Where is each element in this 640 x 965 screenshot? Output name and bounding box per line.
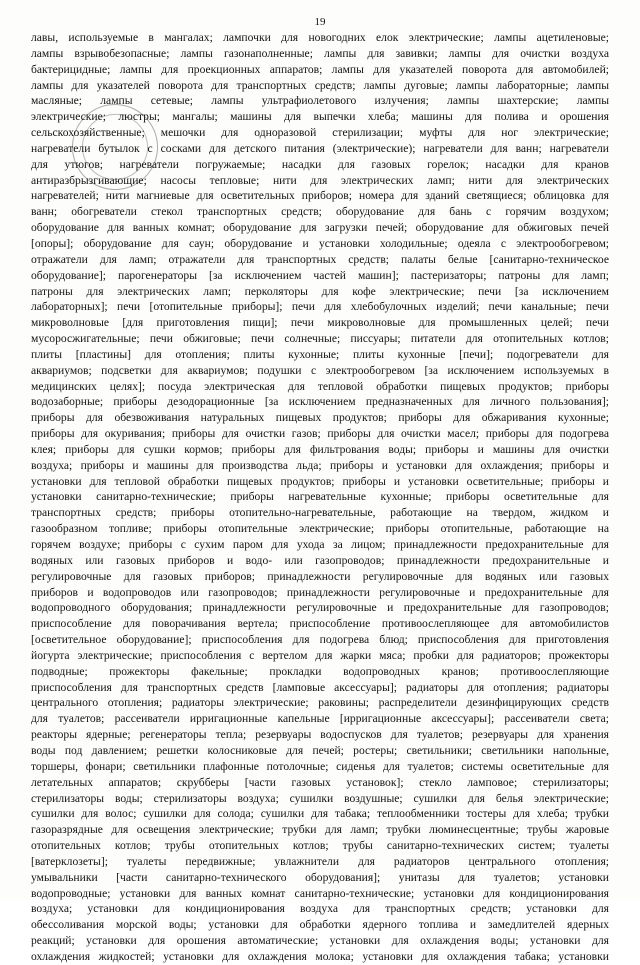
- text-line: медицинских целях]; посуда электрическая для тепловой обработки пищевых продуктов; приборы: [31, 379, 609, 393]
- body-text: [31, 30, 609, 965]
- text-line: горячем воздухе; приборы с сухим паром для ухода за лицом; принадлежности предохранительные для: [31, 538, 609, 551]
- text-line: [опоры]; оборудование для саун; оборудование и установки холодильные; одеяла с электрообогревом;: [31, 236, 609, 250]
- text-line: водопроводные; установки для ванных комнат санитарно-технические; установки для кондиционирования: [31, 886, 609, 900]
- text-line: охлаждения жидкостей; установки для охлаждения молока; установки для охлаждения табака; установки: [31, 949, 609, 963]
- text-line: водопроводного оборудования; принадлежности регулировочные и предохранительные для газопроводов;: [31, 601, 609, 615]
- text-line: лабораторных]; печи [отопительные приборы]; печи для хлебобулочных изделий; печи канальные; печи: [31, 300, 609, 314]
- text-line: масляные; лампы сетевые; лампы ультрафиолетового излучения; лампы шахтерские; лампы: [31, 94, 609, 108]
- text-line: приспособления для транспортных средств [ламповые аксессуары]; радиаторы для отопления; радиаторы: [31, 680, 609, 694]
- text-line: микроволновые [для приготовления пищи]; печи микроволновые для промышленных целей; печи: [31, 316, 609, 330]
- text-line: воды под давлением; решетки колосниковые для печей; ростеры; светильники; светильники напольные,: [31, 743, 609, 757]
- text-line: нагревателей; нити магниевые для осветительных приборов; номера для зданий светящиеся; облицовка для: [31, 189, 609, 203]
- text-line: умывальники [части санитарно-технического оборудования]; унитазы для туалетов; установки: [31, 870, 609, 884]
- text-line: приборы для обезвоживания натуральных пищевых продуктов; приборы для обжаривания кухонные;: [31, 411, 609, 425]
- text-line: реакторы ядерные; регенераторы тепла; резервуары водоспусков для туалетов; резервуары для хранения: [31, 728, 609, 742]
- text-line: отражатели для ламп; отражатели для транспортных средств; палаты белые [санитарно-техническое: [31, 252, 609, 266]
- text-line: патроны для электрических ламп; перколяторы для кофе электрические; печи [за исключением: [31, 284, 609, 298]
- text-line: йогурта электрические; приспособления с вертелом для жарки мяса; пробки для радиаторов; прожекторы: [31, 648, 609, 662]
- text-line: для утюгов; нагреватели погружаемые; насадки для газовых горелок; насадки для кранов: [31, 157, 609, 171]
- text-line: клея; приборы для сушки кормов; приборы для фильтрования воды; приборы и машины для очистки: [31, 442, 609, 456]
- text-line: установки санитарно-технические; приборы нагревательные кухонные; приборы осветительные для: [31, 490, 609, 504]
- text-line: приборов и водопроводов или газопроводов; принадлежности регулировочные и предохранительные для: [31, 585, 609, 599]
- text-line: нагреватели бутылок с сосками для детского питания (электрические); нагреватели для ванн; нагреватели: [31, 141, 609, 155]
- text-line: ванн; обогреватели стекол транспортных средств; оборудование для бань с горячим воздухом;: [31, 205, 609, 219]
- text-line: лавы, используемые в мангалах; лампочки для новогодних елок электрические; лампы ацетиленовые;: [31, 31, 609, 44]
- text-line: воздуха; установки для кондиционирования воздуха для транспортных средств; установки для: [31, 902, 609, 916]
- text-line: [ватерклозеты]; туалеты передвижные; увлажнители для радиаторов центрального отопления;: [31, 854, 609, 868]
- text-line: плиты [пластины] для отопления; плиты кухонные; плиты кухонные [печи]; подогреватели для: [31, 347, 609, 361]
- text-line: электрические; люстры; мангалы; машины для выпечки хлеба; машины для полива и орошения: [31, 110, 609, 124]
- text-line: центрального отопления; радиаторы электрические; раковины; распределители дезинфицирующих средств: [31, 696, 609, 710]
- text-line: подводные; прожекторы факельные; прокладки водопроводных кранов; противоослепляющие: [31, 664, 609, 678]
- page-number: 19: [314, 16, 326, 28]
- text-line: транспортных средств; приборы отопительно-нагревательные, работающие на твердом, жидком и: [31, 506, 609, 520]
- text-line: летательных аппаратов; скрубберы [части газовых установок]; стекло ламповое; стерилизаторы;: [31, 775, 609, 789]
- text-line: торшеры, фонари; светильники плафонные потолочные; сиденья для туалетов; системы осветительные для: [31, 759, 609, 773]
- text-line: регулировочные для газовых приборов; принадлежности регулировочные для водяных или газовых: [31, 569, 609, 583]
- text-line: установки для тепловой обработки пищевых продуктов; приборы и установки осветительные; приборы и: [31, 474, 609, 488]
- text-line: водозаборные; приборы дезодорационные [за исключением предназначенных для личного пользования];: [31, 395, 609, 409]
- text-line: аквариумов; подсветки для аквариумов; подушки с электрообогревом [за исключением используемых в: [31, 363, 609, 377]
- text-line: газообразном топливе; приборы отопительные электрические; приборы отопительные, работающие на: [31, 522, 609, 536]
- text-line: газоразрядные для освещения электрические; трубки для ламп; трубки люминесцентные; трубы жаровые: [31, 823, 609, 837]
- text-line: реакций; установки для орошения автоматические; установки для охлаждения воды; установки для: [31, 934, 609, 948]
- text-line: сушилки для волос; сушилки для солода; сушилки для табака; теплообменники тостеры для хлеба; трубки: [31, 807, 609, 821]
- text-line: водяных или газовых приборов и водо- или газопроводов; принадлежности предохранительные и: [31, 553, 609, 567]
- text-line: мусоросжигательные; печи обжиговые; печи солнечные; писсуары; питатели для отопительных котлов;: [31, 332, 609, 346]
- text-line: отопительных котлов; трубы отопительных котлов; трубы санитарно-технических систем; туалеты: [31, 839, 609, 853]
- text-line: оборудование]; парогенераторы [за исключением частей машин]; пастеризаторы; патроны для ламп;: [31, 268, 609, 282]
- text-line: сельскохозяйственные; мешочки для одноразовой стерилизации; муфты для ног электрические;: [31, 126, 609, 140]
- text-line: оборудование для ванных комнат; оборудование для загрузки печей; оборудование для обжиговых печей: [31, 221, 609, 235]
- text-line: стерилизаторы воды; стерилизаторы воздуха; сушилки воздушные; сушилки для белья электрические;: [31, 791, 609, 805]
- text-line: для туалетов; рассеиватели ирригационные капельные [ирригационные аксессуары]; рассеиватели света;: [31, 712, 609, 726]
- text-line: антиразбрызгивающие; насосы тепловые; нити для электрических ламп; нити для электрических: [31, 173, 609, 187]
- text-line: приборы для окуривания; приборы для очистки газов; приборы для очистки масел; приборы для подогрева: [31, 427, 609, 441]
- text-line: [осветительное оборудование]; приспособления для подогрева блюд; приспособления для приготовления: [31, 633, 609, 647]
- text-line: приспособление для поворачивания вертела; приспособление противоослепляющее для автомобилистов: [31, 617, 609, 631]
- text-line: воздуха; приборы и машины для производства льда; приборы и установки для охлаждения; приборы и: [31, 458, 609, 472]
- text-line: обессоливания морской воды; установки для обработки ядерного топлива и замедлителей ядерных: [31, 918, 609, 932]
- text-line: лампы для указателей поворота для транспортных средств; лампы дуговые; лампы лабораторные; лампы: [31, 78, 609, 92]
- text-line: лампы взрывобезопасные; лампы газонаполненные; лампы для завивки; лампы для очистки воздуха: [31, 46, 609, 60]
- text-line: бактерицидные; лампы для проекционных аппаратов; лампы для указателей поворота для автомобилей;: [31, 62, 609, 76]
